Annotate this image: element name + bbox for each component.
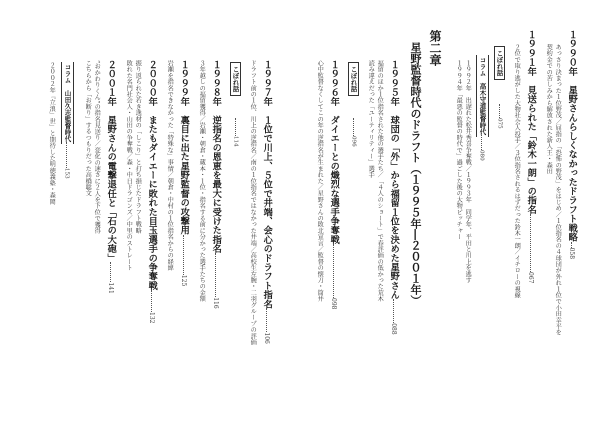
entry-2000: ２０００年 またもダイエーに敗れた目玉選手の争奪戦132	[146, 60, 158, 324]
entry-1991: １９９１年 見送られた「鈴木一朗」の指名067	[525, 30, 537, 284]
entry-2001: ２００１年 星野さんの電撃退任と「石の大砲」141	[105, 60, 117, 294]
column-takagi-sub-2: １９９４年「最悪の監督の時代で」過ごした後の大物ピッチャー	[455, 60, 463, 240]
entry-1997: １９９７年 １位で川上、５位で井端、会心のドラフト指名106	[261, 60, 273, 344]
entry-1998: １９９８年 逆指名の恩恵を最大に受けた指名116	[210, 60, 222, 309]
entry-2000-sub-1: 振り返られた若き逸材の「しこり」と打ち損じたドラフト戦略	[134, 60, 142, 234]
entry-1995-sub-2: 読み違えだった「ユーティリティー」選手	[367, 60, 375, 178]
kobore-page-3: 114	[232, 118, 238, 147]
column-takagi-badge: コラム 高木守道監督時代	[476, 55, 489, 137]
column-takagi-page: 080	[478, 124, 484, 161]
entry-2000-sub-2: 敗れた名門社会人・山田の争奪戦／森・中日ドラゴンズ／中里のストレート	[125, 60, 133, 271]
chapter-title: 第二章	[428, 30, 442, 66]
column-yamada-badge: コラム 山田久志監督時代	[61, 62, 74, 144]
entry-1995-sub-1: 福留のほか１位指名された他の選手たち／「４人のショート」で春評価の低かった荒木	[376, 60, 384, 302]
entry-1991-sub-1: ２位で取り逃がした大物社会人投手／３位指名されるはずだった鈴木一朗／イチローの視線	[513, 44, 521, 299]
column-yamada-sub-1: ２００２年『立浪」世」と期待した明徳義塾・森岡	[48, 62, 56, 205]
entry-1990-sub-2: 契約金での苦しみから解放された新人王・森田	[545, 44, 553, 175]
kobore-page-1: 075	[496, 104, 502, 129]
section-title-hoshino: 星野監督時代のドラフト（１９９５年―２００１年）	[409, 42, 422, 306]
entry-1997-sub-1: ドラフト前の１位、川上の逆指名／南の１位指名ではなかった井端／高校生左腕・二羽グループの評価	[249, 60, 257, 346]
entry-1999: １９９９年 裏目に出た星野監督の攻撃用125	[178, 60, 190, 287]
entry-1995: １９９５年 球団の「外」から福留１位を決めた星野さん088	[388, 60, 400, 335]
kobore-badge-1: こぼれ話	[494, 46, 505, 80]
entry-1998-sub-1: ３年越しの福留獲得／岩瀬・朝倉・蔵本・１位・指名する前に分かった選手たちの金額	[198, 60, 206, 302]
column-yamada-page: 153	[63, 142, 69, 179]
entry-1996: １９９６年 ダイエーとの熾烈な選手争奪戦098	[328, 60, 340, 310]
entry-1996-sub-1: 心中監督なくしてこの年の逆指名が生まれた／星野さんの敗北宣言／監督の懐刀・筒井	[316, 60, 324, 302]
column-takagi-sub-1: １９９２年 出遅れた松井秀喜争奪戦／１９９３年 同学年、平田と川上を逃す	[464, 60, 472, 284]
entry-1999-sub-1: 岩瀬を指名できなかった「特殊な」事情／朝倉・中村の１位指名からの経緯	[166, 60, 174, 271]
kobore-badge-2: こぼれ話	[348, 62, 359, 96]
entry-1990-sub-1: あっさり決まった１位野茂／屈指の「恐怖の野茂」をはじめ／１位指名の４球団が外れ１位で小田幸平を	[554, 44, 562, 336]
entry-2001-sub-1: “おかわりくん”の指名見送り／変化の速さに２人を下位で獲得	[93, 60, 101, 234]
kobore-badge-3: こぼれ話	[230, 62, 241, 96]
kobore-page-2: 096	[350, 118, 356, 147]
entry-2001-sub-2: こちらから「お断り」するつもりだった高橋聡文	[84, 60, 92, 197]
entry-1990: １９９０年 星野さんらしくなかったドラフト戦略058	[566, 30, 578, 260]
